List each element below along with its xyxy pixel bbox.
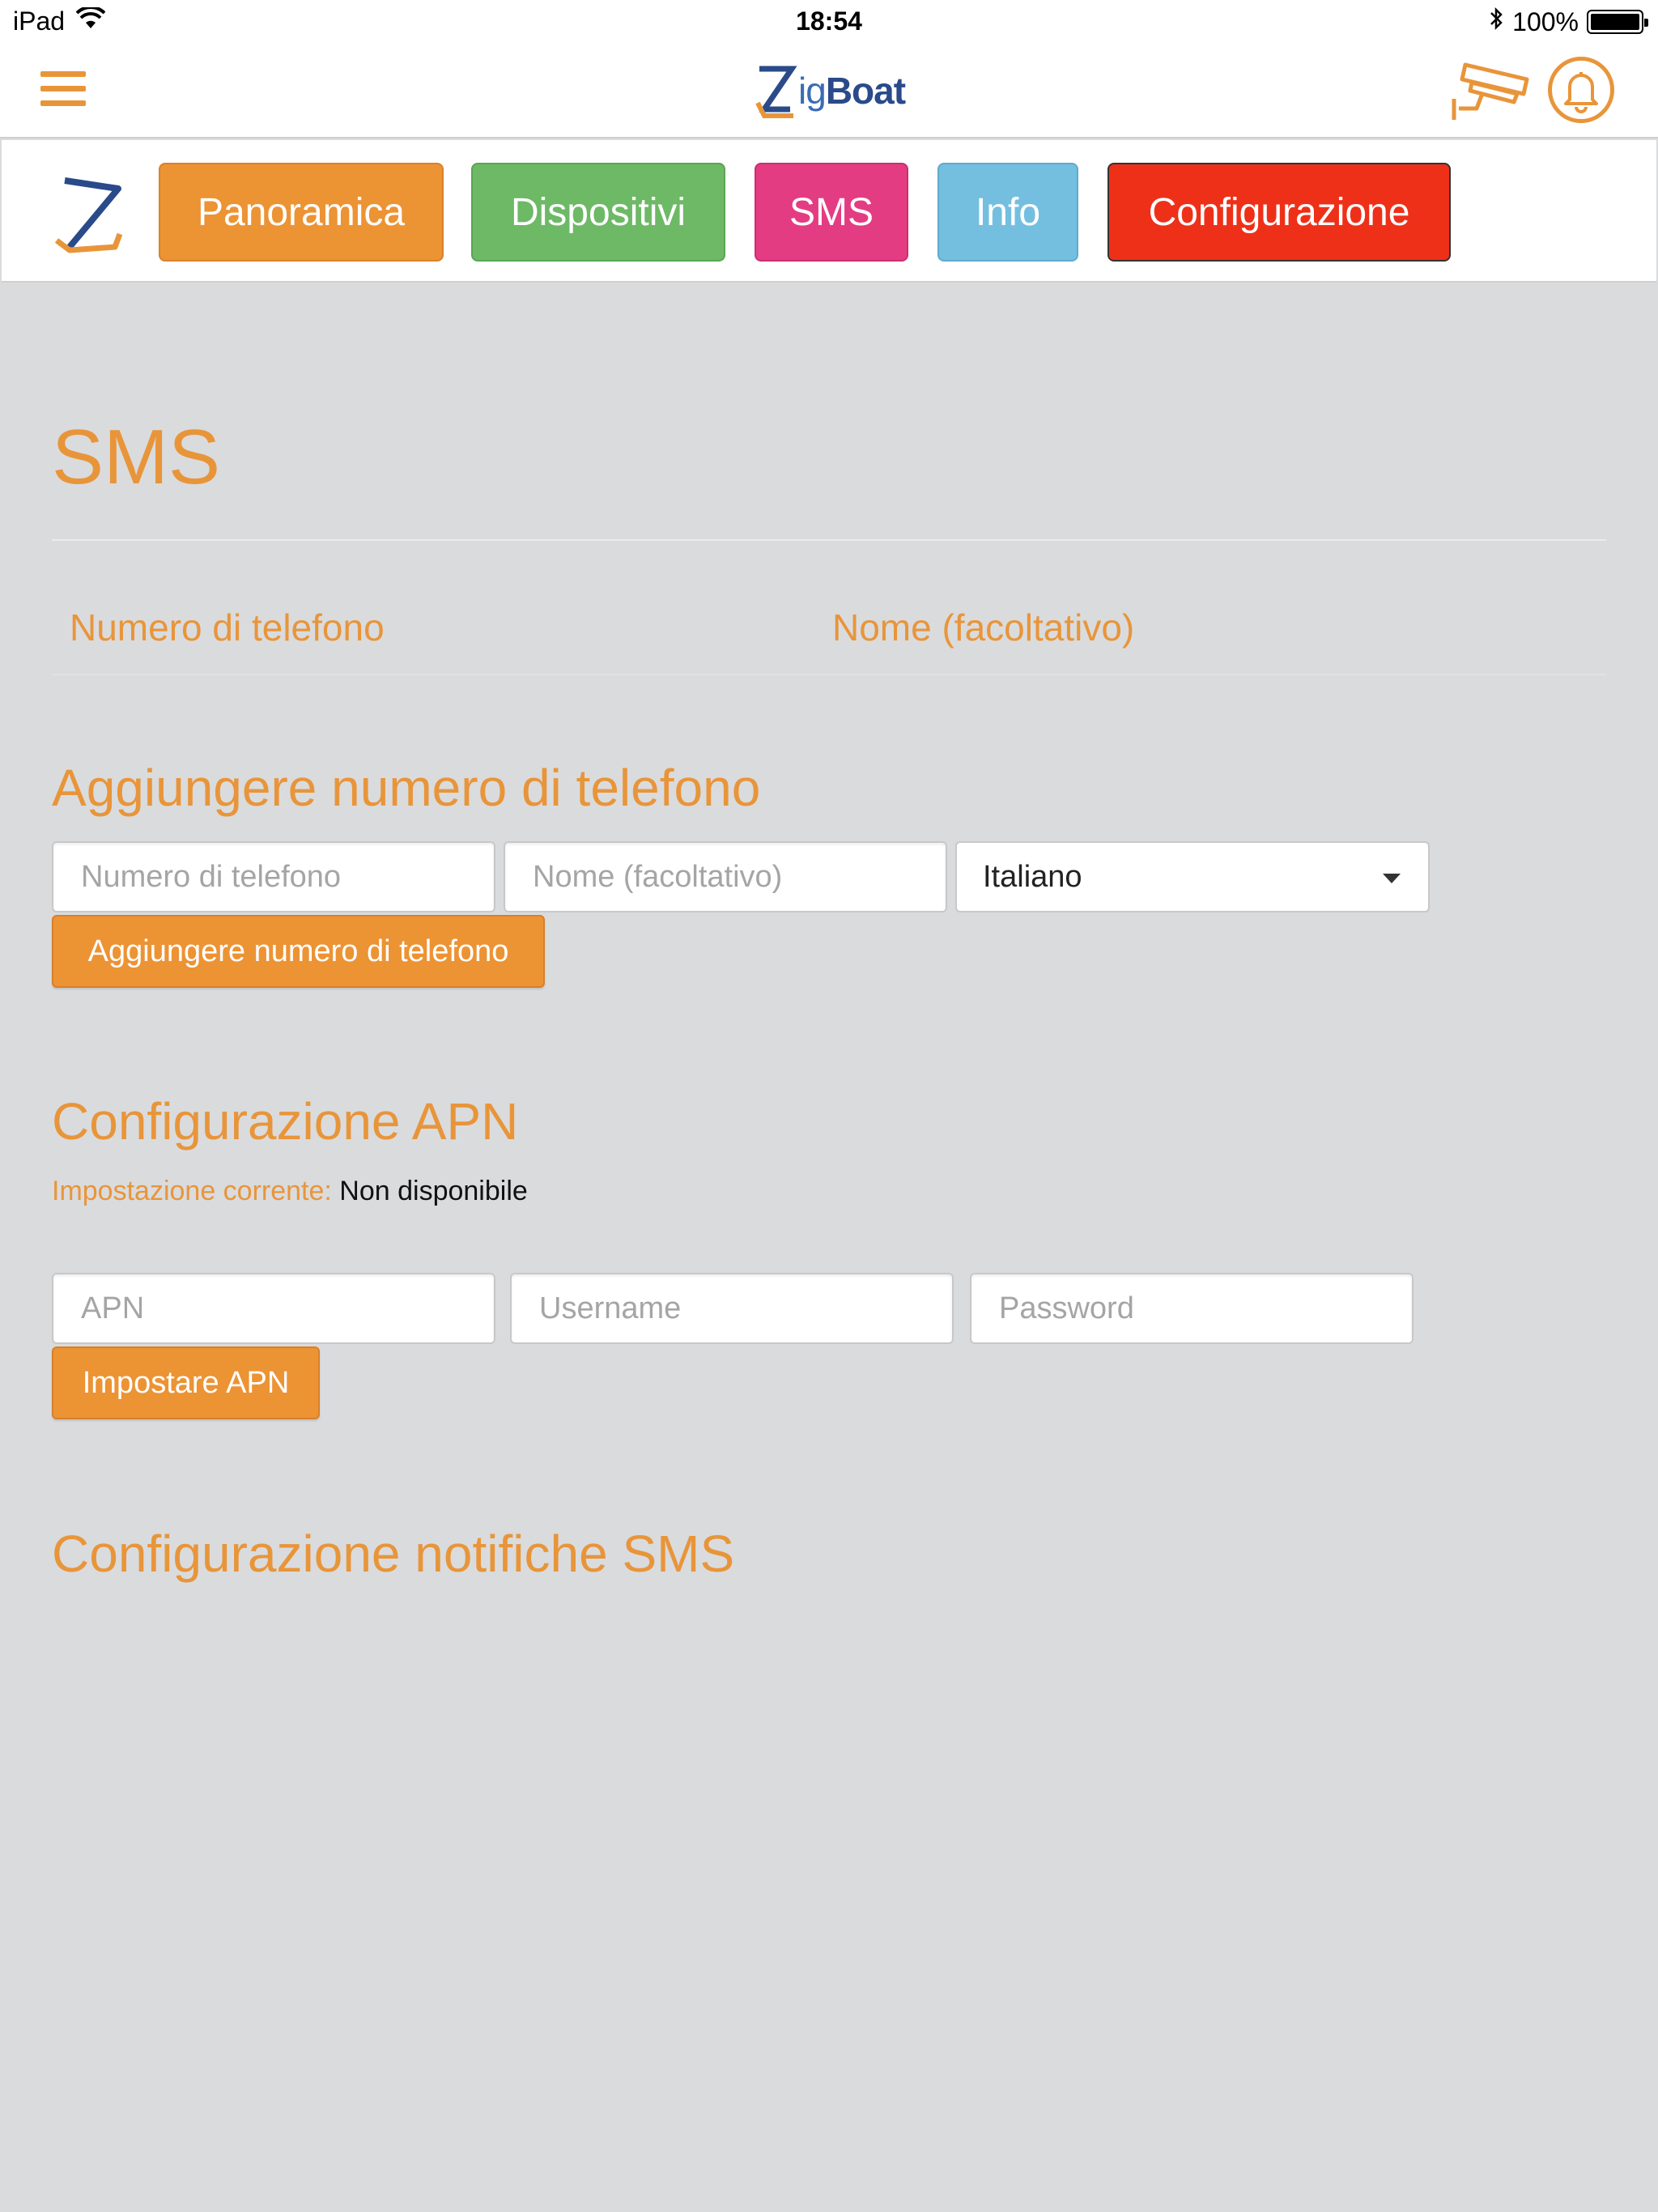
zigboat-logo-mark xyxy=(753,62,798,119)
menu-icon[interactable] xyxy=(40,71,86,107)
camera-icon[interactable] xyxy=(1449,55,1532,126)
apn-section-title: Configurazione APN xyxy=(52,1092,519,1151)
notifications-bell-icon[interactable] xyxy=(1548,57,1614,123)
phone-number-input[interactable] xyxy=(52,841,495,912)
battery-icon xyxy=(1587,10,1643,34)
bluetooth-icon xyxy=(1488,6,1504,37)
username-input[interactable] xyxy=(510,1273,954,1344)
add-phone-button[interactable]: Aggiungere numero di telefono xyxy=(52,915,545,988)
tab-dispositivi[interactable]: Dispositivi xyxy=(471,163,725,262)
tab-sms[interactable]: SMS xyxy=(755,163,908,262)
app-header xyxy=(0,44,1658,138)
page-title: SMS xyxy=(52,414,221,500)
device-name: iPad xyxy=(13,6,66,36)
add-phone-title: Aggiungere numero di telefono xyxy=(52,759,761,817)
clock: 18:54 xyxy=(796,6,862,36)
status-bar xyxy=(0,0,1658,44)
apn-current-value: Non disponibile xyxy=(339,1176,528,1206)
zigboat-mark-icon xyxy=(53,169,126,258)
tab-info[interactable]: Info xyxy=(937,163,1078,262)
language-select[interactable] xyxy=(955,841,1430,912)
battery-percent: 100% xyxy=(1512,6,1579,36)
apn-input[interactable] xyxy=(52,1273,495,1344)
zigboat-logo xyxy=(753,60,905,121)
password-input[interactable] xyxy=(970,1273,1414,1344)
apn-current-setting xyxy=(52,1176,528,1207)
logo-text-ig: ig xyxy=(798,70,826,112)
chevron-down-icon xyxy=(1383,874,1401,883)
apn-current-label: Impostazione corrente: xyxy=(52,1176,332,1206)
divider xyxy=(52,539,1606,541)
language-select-value: Italiano xyxy=(983,859,1082,894)
column-header-phone: Numero di telefono xyxy=(70,606,385,649)
logo-text-boat: Boat xyxy=(825,70,906,112)
tab-panoramica[interactable]: Panoramica xyxy=(159,163,444,262)
sms-notifications-title: Configurazione notifiche SMS xyxy=(52,1525,735,1583)
set-apn-button[interactable]: Impostare APN xyxy=(52,1346,320,1419)
column-header-name: Nome (facoltativo) xyxy=(832,606,1135,649)
table-divider xyxy=(52,674,1606,675)
main-navigation xyxy=(2,140,1656,283)
tab-configurazione[interactable]: Configurazione xyxy=(1107,163,1451,262)
contact-name-input[interactable] xyxy=(504,841,947,912)
